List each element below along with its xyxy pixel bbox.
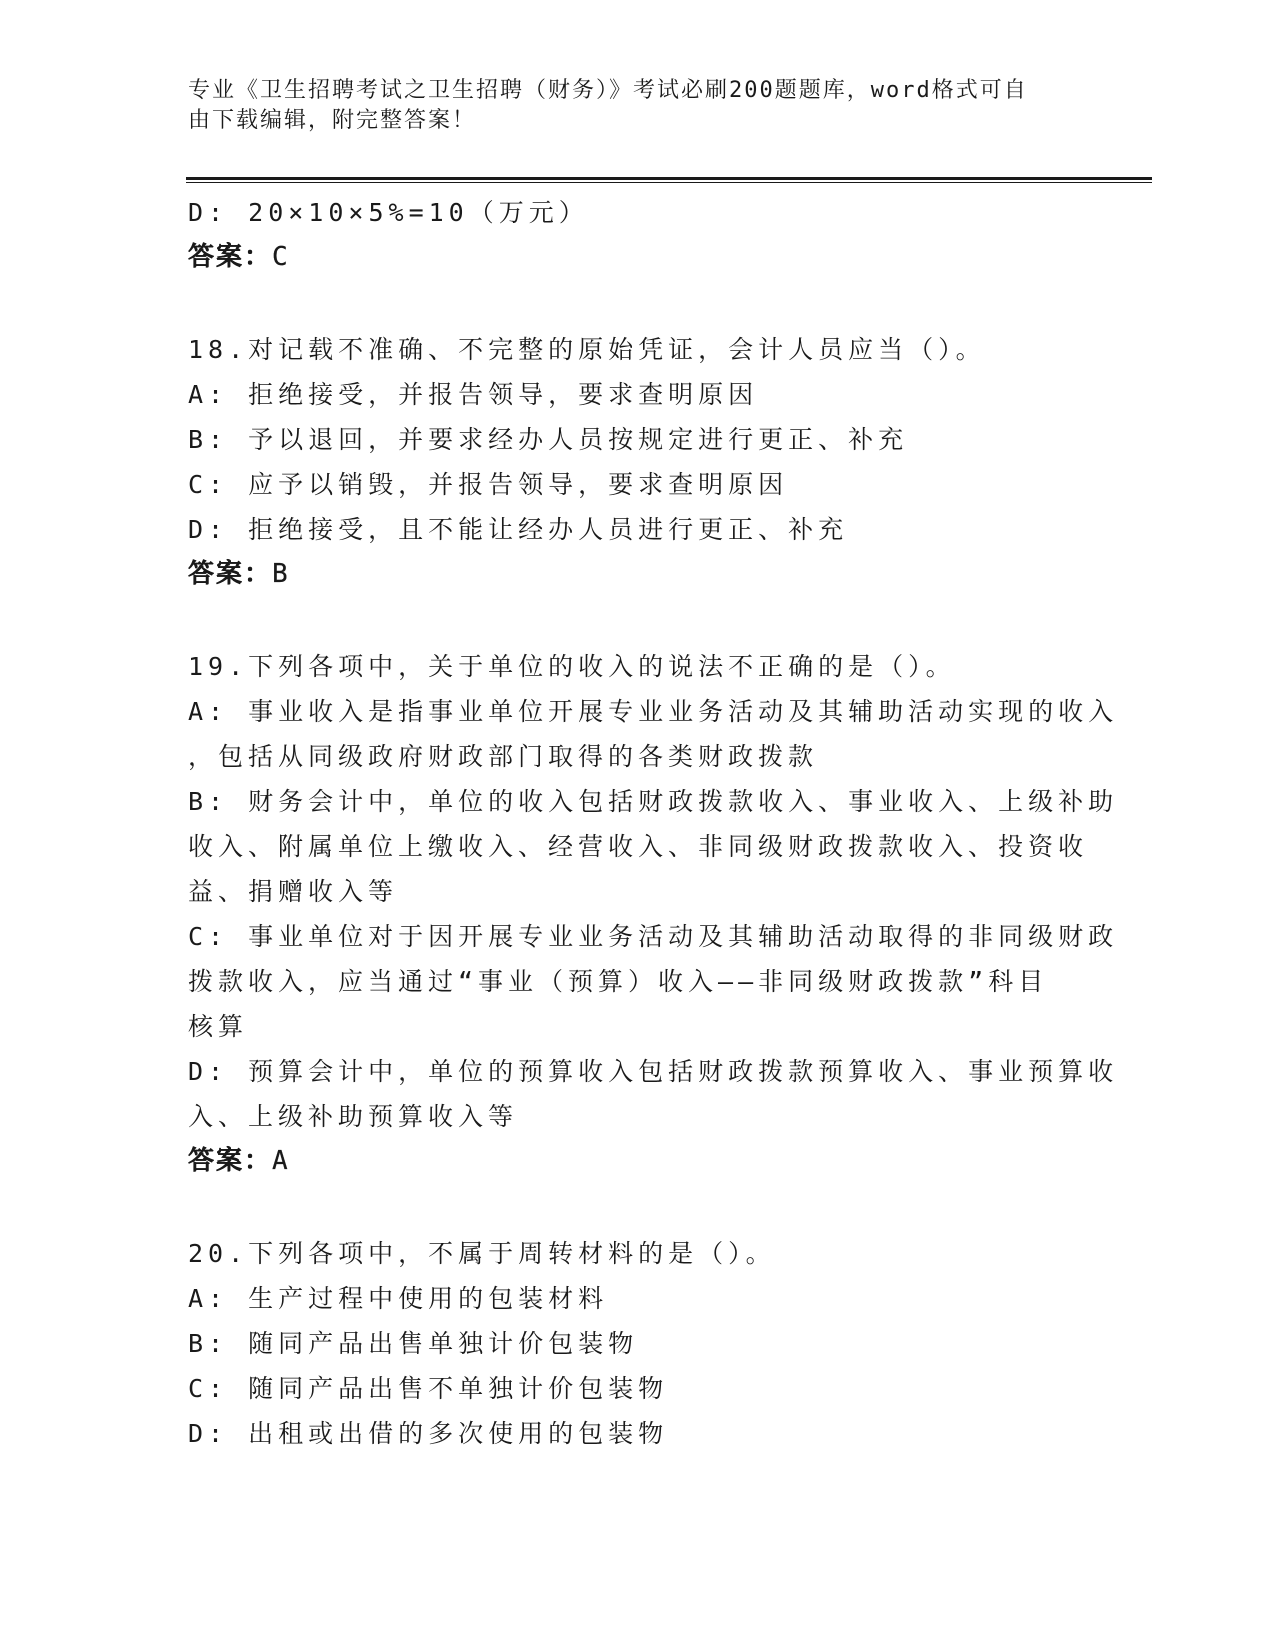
answer-value: C [272, 242, 290, 272]
option-b-line-2: 收入、附属单位上缴收入、经营收入、非同级财政拨款收入、投资收 [188, 832, 1089, 861]
question-19 [188, 644, 1119, 1184]
answer-line [188, 552, 1088, 597]
answer-label: 答案： [188, 242, 273, 272]
option-d: D: 20×10×5%=10（万元） [188, 198, 589, 227]
answer-line [188, 235, 1088, 280]
option-d: D: 拒绝接受，且不能让经办人员进行更正、补充 [188, 515, 849, 544]
option-b: B: 随同产品出售单独计价包装物 [188, 1329, 639, 1358]
option-c-line-1: C: 事业单位对于因开展专业业务活动及其辅助活动取得的非同级财政 [188, 922, 1119, 951]
option-a: A: 生产过程中使用的包装材料 [188, 1284, 609, 1313]
option-c: C: 应予以销毁，并报告领导，要求查明原因 [188, 470, 789, 499]
answer-value: B [272, 559, 290, 589]
option-c-line-2: 拨款收入，应当通过“事业（预算）收入——非同级财政拨款”科目 [188, 967, 1049, 996]
header-line-2: 由下载编辑，附完整答案！ [188, 108, 477, 133]
answer-label: 答案： [188, 559, 273, 589]
document-header [188, 76, 1068, 136]
option-d-line-2: 入、上级补助预算收入等 [188, 1102, 519, 1131]
question-stem: 19.下列各项中，关于单位的收入的说法不正确的是（）。 [188, 652, 956, 681]
option-c: C: 随同产品出售不单独计价包装物 [188, 1374, 669, 1403]
answer-value: A [272, 1146, 290, 1176]
question-stem: 20.下列各项中，不属于周转材料的是（）。 [188, 1239, 776, 1268]
option-d: D: 出租或出借的多次使用的包装物 [188, 1419, 669, 1448]
option-d-line-1: D: 预算会计中，单位的预算收入包括财政拨款预算收入、事业预算收 [188, 1057, 1119, 1086]
answer-label: 答案： [188, 1146, 273, 1176]
option-a: A: 拒绝接受，并报告领导，要求查明原因 [188, 380, 759, 409]
option-a-line-1: A: 事业收入是指事业单位开展专业业务活动及其辅助活动实现的收入 [188, 697, 1119, 726]
option-c-line-3: 核算 [188, 1012, 249, 1041]
question-20 [188, 1231, 1088, 1456]
document-body [188, 190, 1119, 1456]
header-rule-thick [186, 177, 1152, 180]
option-b-line-3: 益、捐赠收入等 [188, 877, 399, 906]
header-line-1: 专业《卫生招聘考试之卫生招聘（财务）》考试必刷200题题库，word格式可自 [188, 78, 1028, 103]
option-a-line-2: ，包括从同级政府财政部门取得的各类财政拨款 [188, 742, 819, 771]
question-18 [188, 327, 1088, 597]
answer-line [188, 1139, 1088, 1184]
option-b: B: 予以退回，并要求经办人员按规定进行更正、补充 [188, 425, 909, 454]
question-stem: 18.对记载不准确、不完整的原始凭证，会计人员应当（）。 [188, 335, 986, 364]
header-rule-thin [186, 182, 1152, 183]
option-b-line-1: B: 财务会计中，单位的收入包括财政拨款收入、事业收入、上级补助 [188, 787, 1119, 816]
question-17-tail [188, 190, 1088, 280]
